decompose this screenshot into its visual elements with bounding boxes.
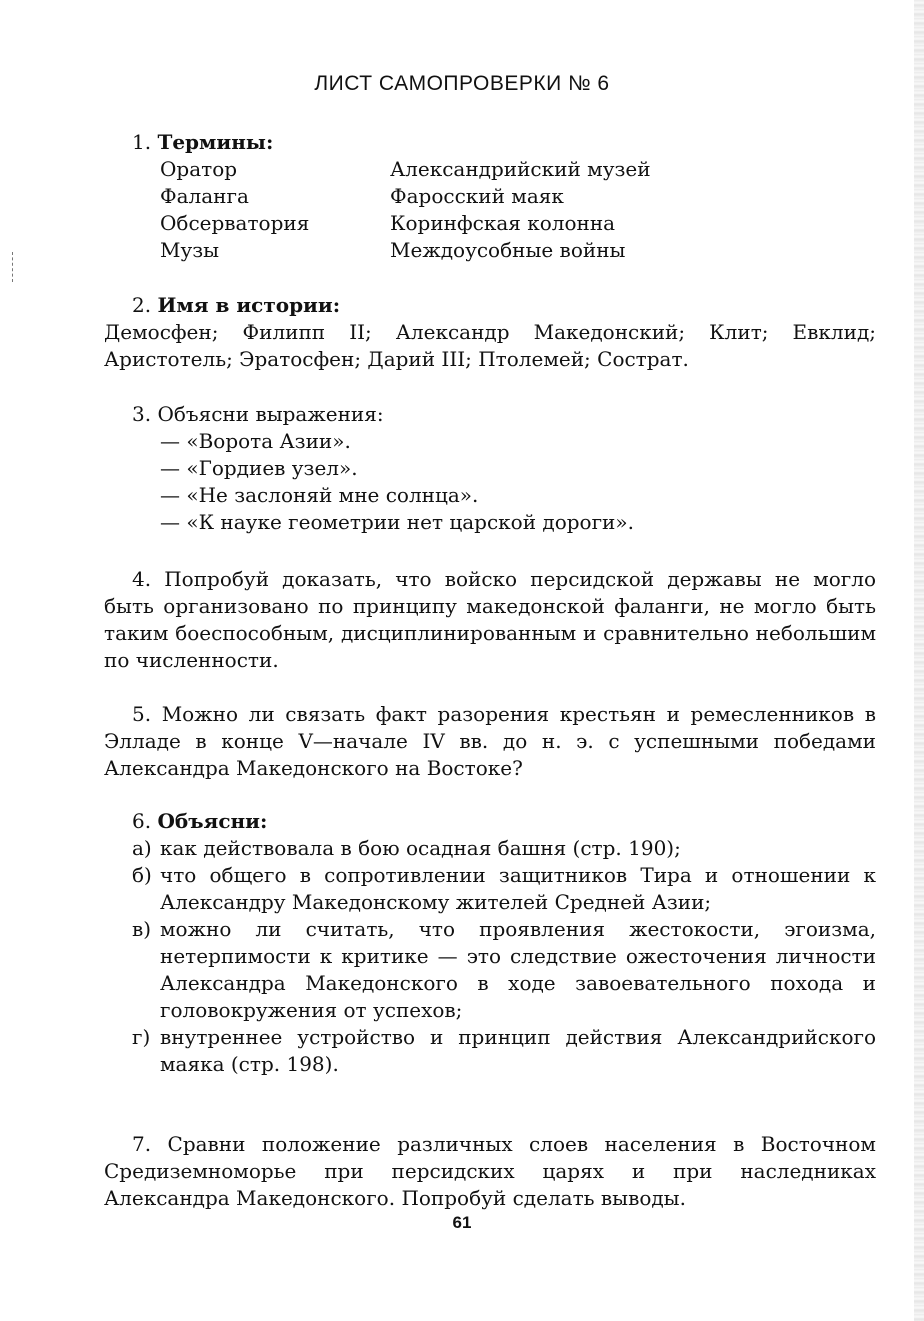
item-marker: г): [132, 1025, 151, 1049]
term: Коринфская колонна: [390, 211, 616, 235]
question-3: [132, 401, 876, 536]
item-marker: б): [132, 863, 152, 887]
heading-text: Имя в истории:: [157, 293, 341, 317]
list-item: — «К науке геометрии нет царской дороги».: [160, 510, 634, 534]
term: Музы: [160, 238, 220, 262]
term: Фаланга: [160, 184, 249, 208]
item-text: можно ли считать, что проявления жестокости, эгоизма, нетерпимости к критике — это следствие ожесточения личности Александра Македонского в ходе завоевательного похода и головокружения от успехов;: [160, 917, 876, 1022]
list-item: — «Гордиев узел».: [160, 456, 358, 480]
question-2: [104, 292, 876, 373]
terms-grid: [160, 156, 832, 264]
question-6: [132, 808, 876, 1078]
names-list: Демосфен; Филипп II; Александр Македонский; Клит; Евклид; Аристотель; Эратосфен; Дарий III; Птолемей; Сострат.: [104, 320, 876, 371]
term: Обсерватория: [160, 211, 310, 235]
item-text: внутреннее устройство и принцип действия Александрийского маяка (стр. 198).: [160, 1025, 876, 1076]
term: Александрийский музей: [390, 157, 651, 181]
question-number: 1.: [132, 130, 152, 154]
question-5: 5. Можно ли связать факт разорения крестьян и ремесленников в Элладе в конце V—начале IV вв. до н. э. с успешными победами Александра Македонского на Востоке?: [104, 702, 876, 780]
question-number: 6.: [132, 809, 152, 833]
expressions-list: [160, 428, 876, 536]
list-item: [132, 1024, 876, 1078]
list-item: — «Ворота Азии».: [160, 429, 351, 453]
item-marker: а): [132, 836, 152, 860]
page-number: 61: [452, 1213, 472, 1232]
question-7: 7. Сравни положение различных слоев населения в Восточном Средиземноморье при персидских царях и при наследниках Александра Македонского. Попробуй сделать выводы.: [104, 1132, 876, 1210]
item-text: как действовала в бою осадная башня (стр. 190);: [160, 836, 681, 860]
question-1: [132, 129, 832, 264]
question-3-heading: 3. Объясни выражения:: [132, 402, 384, 426]
scan-mark: [12, 252, 15, 282]
page-title: ЛИСТ САМОПРОВЕРКИ № 6: [314, 72, 610, 95]
term: Фаросский маяк: [390, 184, 564, 208]
scan-edge: [914, 0, 924, 1321]
term: Междоусобные войны: [390, 238, 626, 262]
item-text: что общего в сопротивлении защитников Тира и отношении к Александру Македонскому жителей Средней Азии;: [160, 863, 876, 914]
list-item: [132, 916, 876, 1024]
list-item: — «Не заслоняй мне солнца».: [160, 483, 479, 507]
term: Оратор: [160, 157, 238, 181]
list-item: [132, 835, 876, 862]
question-6-heading: [132, 808, 876, 835]
item-marker: в): [132, 917, 152, 941]
question-4: 4. Попробуй доказать, что войско персидской державы не могло быть организовано по принципу македонской фаланги, не могло быть таким боеспособным, дисциплинированным и сравнительно небольшим по численности.: [104, 567, 876, 672]
question-number: 2.: [132, 293, 152, 317]
list-item: [132, 862, 876, 916]
heading-text: Объясни:: [157, 809, 268, 833]
heading-text: Термины:: [157, 130, 274, 154]
question-2-heading: [104, 292, 876, 319]
question-1-heading: [132, 129, 832, 156]
